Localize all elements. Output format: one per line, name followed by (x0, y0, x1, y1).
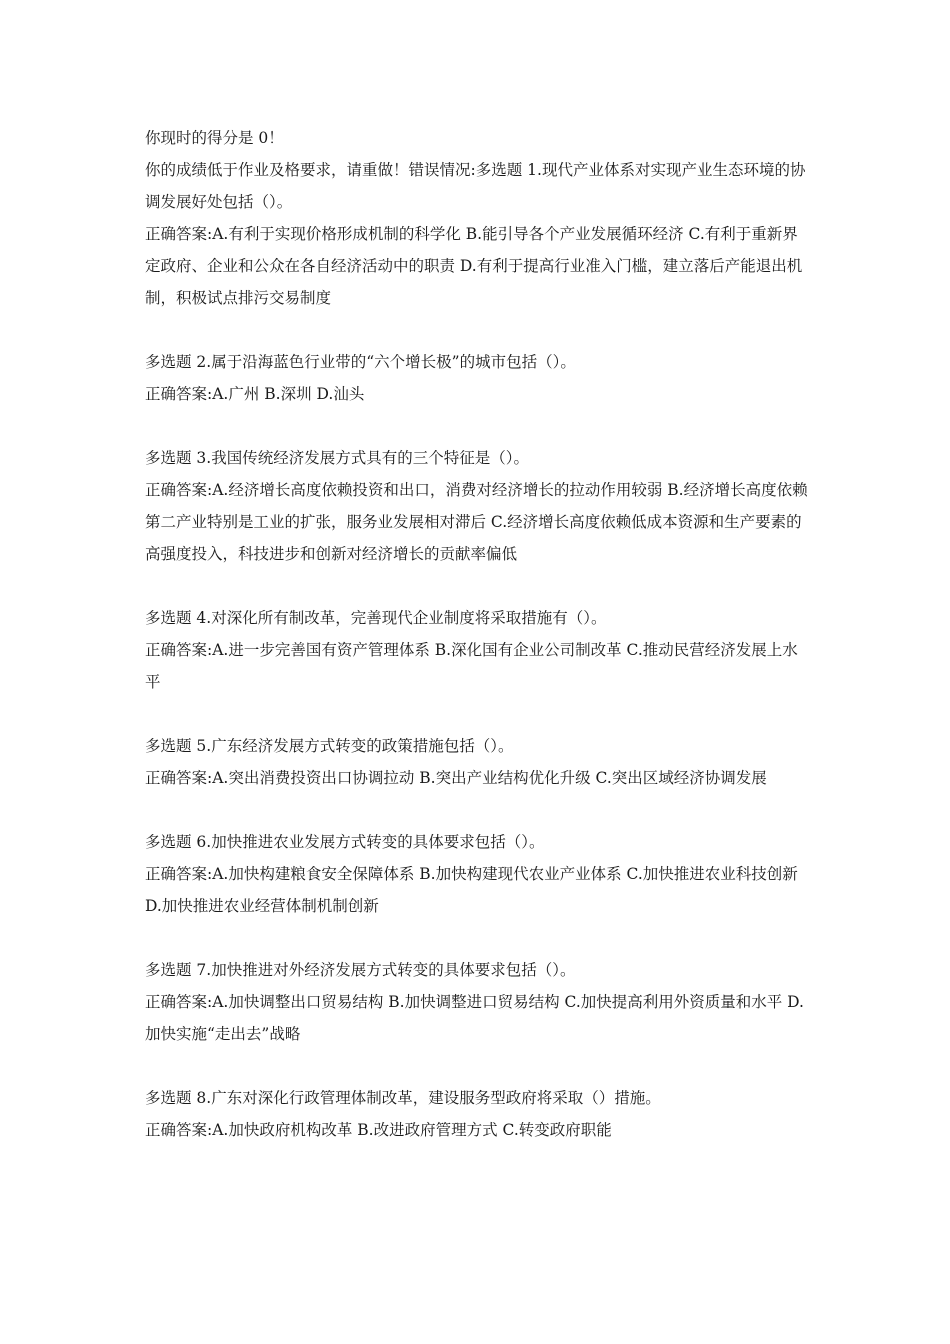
question-block-5 (145, 730, 810, 794)
question-block-6 (145, 826, 810, 922)
question-block-4 (145, 602, 810, 698)
question-block-3 (145, 442, 810, 570)
question-block-8 (145, 1082, 810, 1146)
document-page (145, 122, 810, 1146)
header-block (145, 122, 810, 314)
question-text: 多选题 5.广东经济发展方式转变的政策措施包括（）。 (145, 737, 514, 755)
answer-text: 正确答案:A.加快政府机构改革 B.改进政府管理方式 C.转变政府职能 (145, 1121, 612, 1139)
question-text: 多选题 8.广东对深化行政管理体制改革，建设服务型政府将采取（）措施。 (145, 1089, 661, 1107)
question-text: 多选题 3.我国传统经济发展方式具有的三个特征是（）。 (145, 449, 529, 467)
result-line: 你的成绩低于作业及格要求，请重做！错误情况:多选题 1.现代产业体系对实现产业生态环境的协调发展好处包括（）。 (145, 161, 806, 211)
answer-text: 正确答案:A.加快调整出口贸易结构 B.加快调整进口贸易结构 C.加快提高利用外资质量和水平 D.加快实施“走出去”战略 (145, 993, 804, 1043)
score-line: 你现时的得分是 0！ (145, 129, 284, 147)
question-block-2 (145, 346, 810, 410)
question-text: 多选题 2.属于沿海蓝色行业带的“六个增长极”的城市包括（）。 (145, 353, 576, 371)
answer-text: 正确答案:A.经济增长高度依赖投资和出口，消费对经济增长的拉动作用较弱 B.经济增长高度依赖第二产业特别是工业的扩张，服务业发展相对滞后 C.经济增长高度依赖低成本资源和生产要素的高强度投入，科技进步和创新对经济增长的贡献率偏低 (145, 481, 808, 563)
question-block-7 (145, 954, 810, 1050)
answer-text: 正确答案:A.突出消费投资出口协调拉动 B.突出产业结构优化升级 C.突出区域经济协调发展 (145, 769, 767, 787)
question-text: 多选题 4.对深化所有制改革，完善现代企业制度将采取措施有（）。 (145, 609, 607, 627)
question-text: 多选题 6.加快推进农业发展方式转变的具体要求包括（）。 (145, 833, 545, 851)
answer-q1: 正确答案:A.有利于实现价格形成机制的科学化 B.能引导各个产业发展循环经济 C.有利于重新界定政府、企业和公众在各自经济活动中的职责 D.有利于提高行业准入门槛，建立落后产能退出机制，积极试点排污交易制度 (145, 225, 803, 307)
answer-text: 正确答案:A.广州 B.深圳 D.汕头 (145, 385, 365, 403)
answer-text: 正确答案:A.加快构建粮食安全保障体系 B.加快构建现代农业产业体系 C.加快推进农业科技创新 D.加快推进农业经营体制机制创新 (145, 865, 798, 915)
question-text: 多选题 7.加快推进对外经济发展方式转变的具体要求包括（）。 (145, 961, 576, 979)
answer-text: 正确答案:A.进一步完善国有资产管理体系 B.深化国有企业公司制改革 C.推动民营经济发展上水平 (145, 641, 798, 691)
